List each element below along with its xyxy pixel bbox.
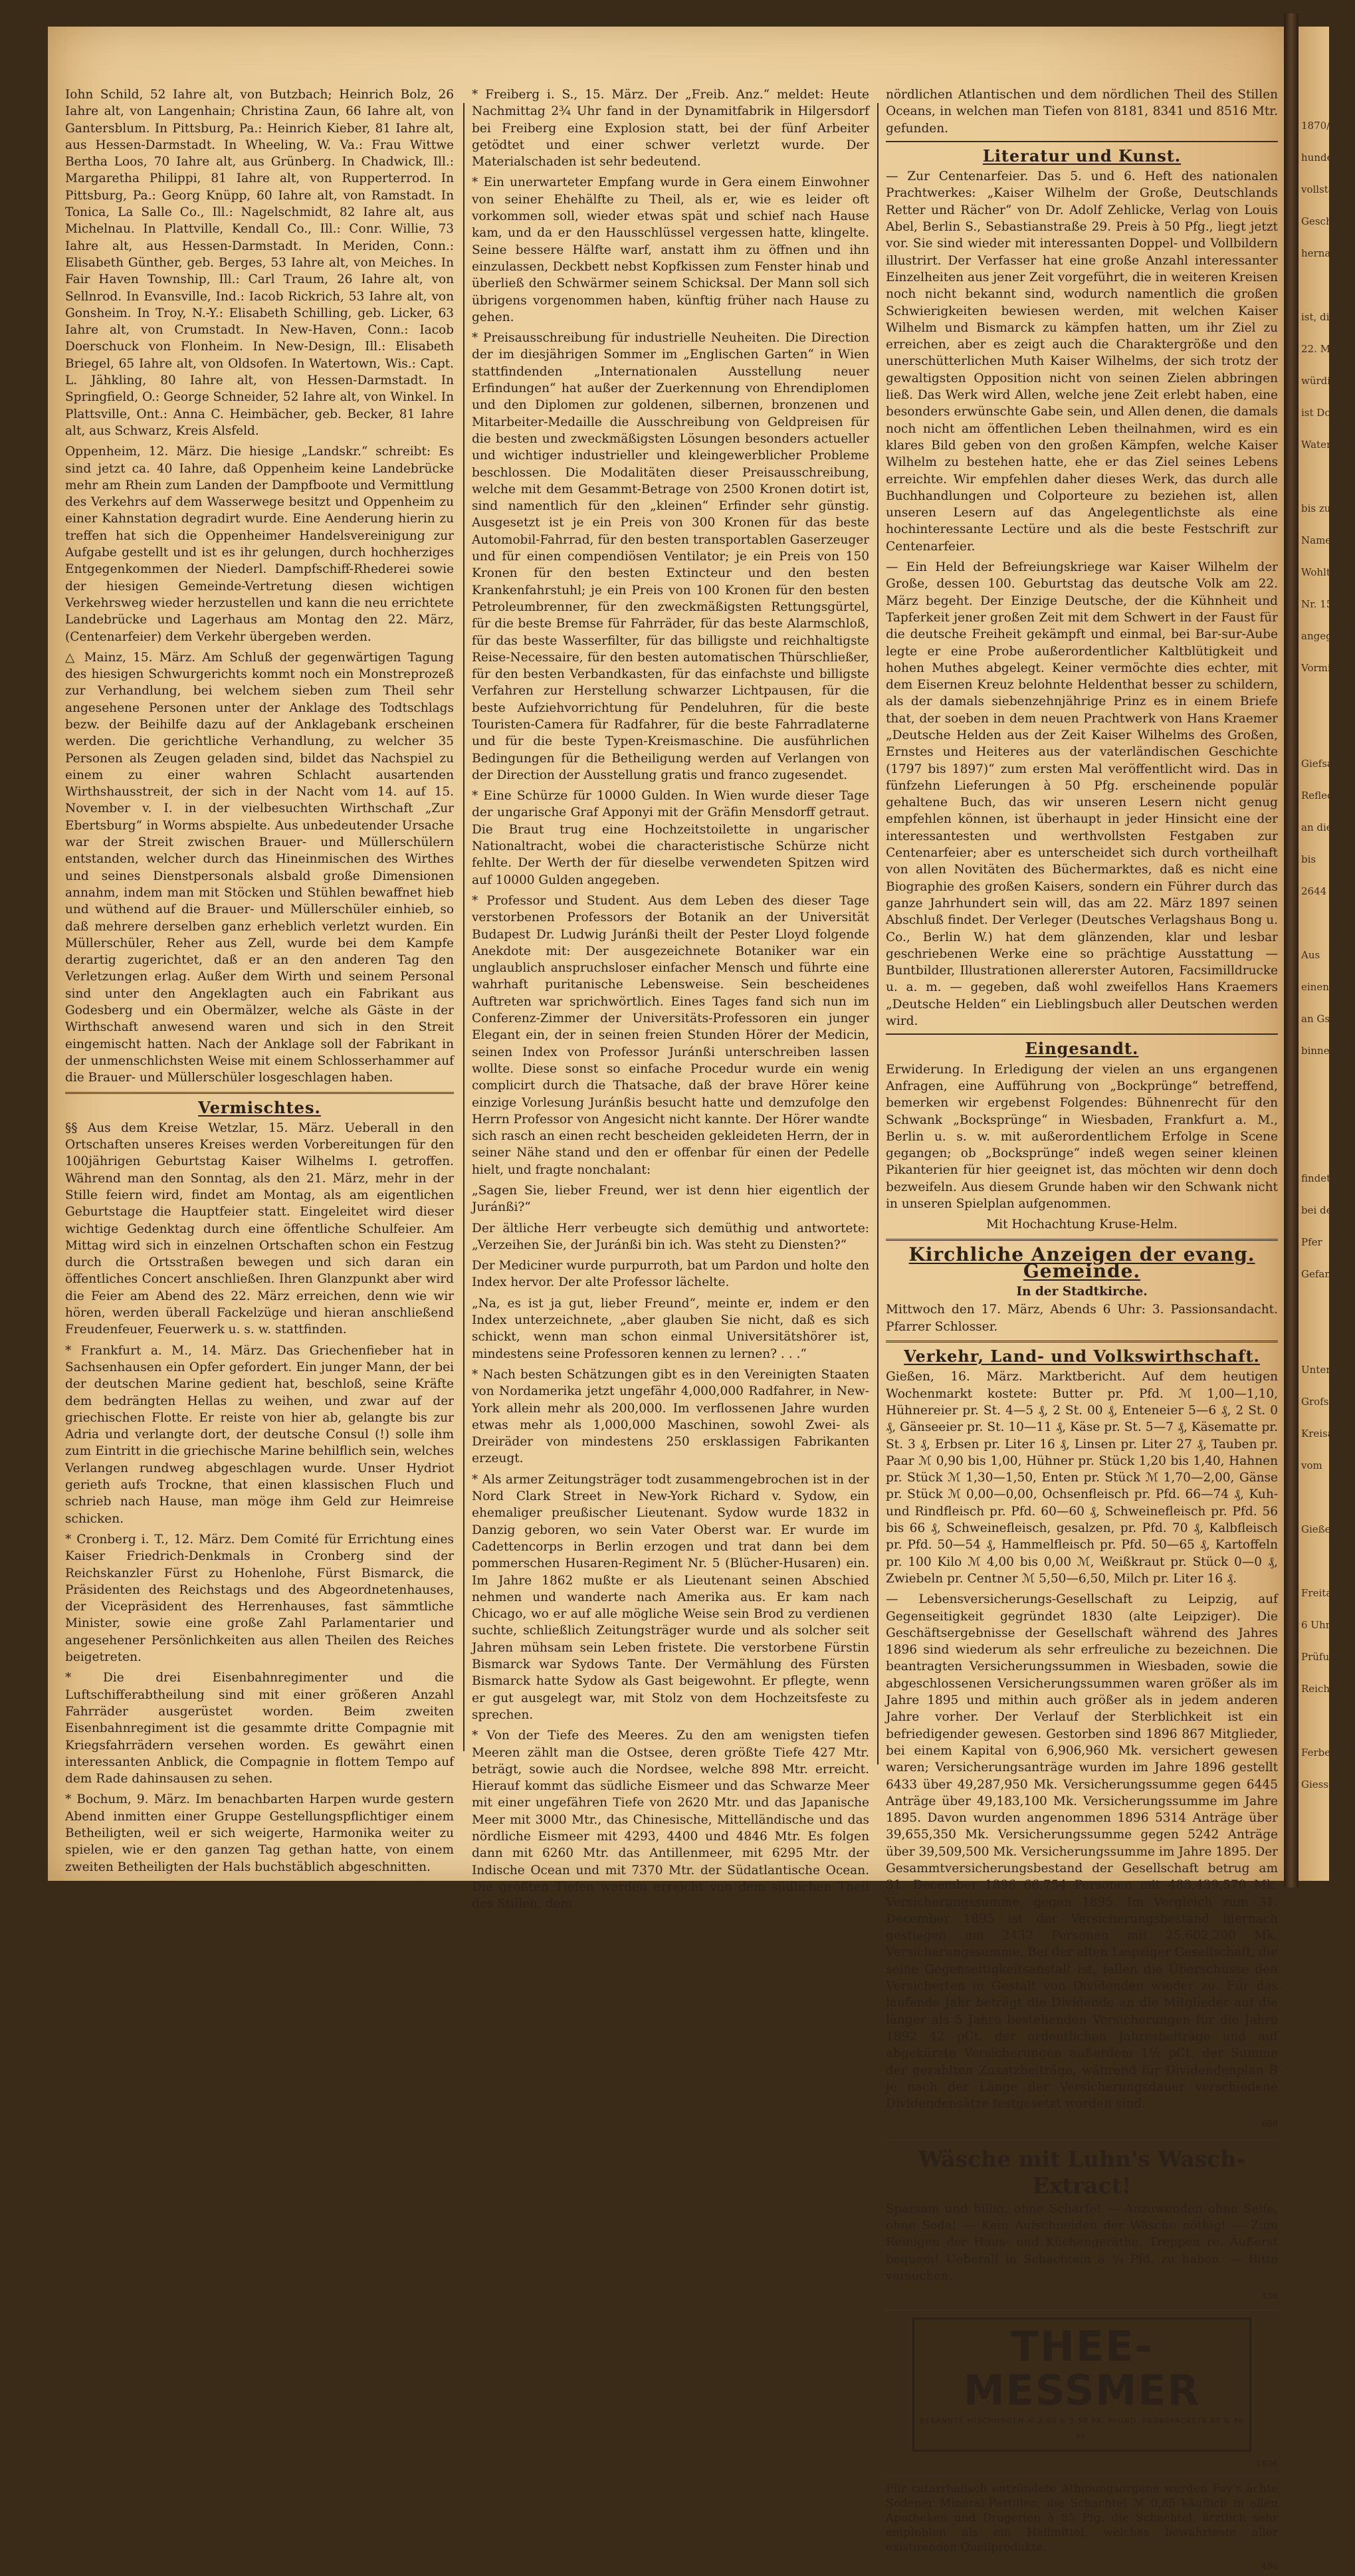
section-rule xyxy=(65,1092,454,1094)
article-preisausschreibung: * Preisausschreibung für industrielle Neuheiten. Die Direction der im diesjährigen Sommer im „Englischen Garten“ in Wien stattfindenden „Internationalen Ausstellung neuer Erfindungen“ hat außer der Zuerkennung von Ehrendiplomen und den Diplomen zur goldenen, silbernen, bronzenen und Mitarbeiter-Medaille die Ausschreibung von Geldpreisen für die besten und zweckmäßigsten Lösungen besonders actueller und wichtiger industrieller und kleingewerblicher Probleme beschlossen. Die Modalitäten dieser Preisausschreibung, welche mit dem Gesammt-Betrage von 2500 Kronen dotirt ist, sind namentlich für den „kleinen“ Erfinder sehr günstig. Ausgesetzt ist je ein Preis von 300 Kronen für das beste Automobil-Fahrrad, für den besten transportablen Gaserzeuger und für einen compendiösen Ventilator; je ein Preis von 150 Kronen für den besten Extincteur und den besten Krankenfahrstuhl; je ein Preis von 100 Kronen für den besten Petroleumbrenner, für den zweckmäßigsten Rettungsgürtel, für die beste Bremse für Fahrräder, für das beste Alarmschloß, für das beste Wasserfilter, für das billigste und reichhaltigste Reise-Necessaire, für den besten automatischen Thürschließer, für den besten Verbandkasten, für das einfachste und billigste Verfahren zur Herstellung schwarzer Lichtpausen, für die beste Aufziehvorrichtung für Pendeluhren, für die beste Touristen-Camera für Radfahrer, für die beste Fahrradlaterne und für die beste Typen-Kreismaschine. Die ausführlichen Bedingungen für die Betheiligung werden auf Verlangen von der Direction der Ausstellung gratis und franco zugesendet. xyxy=(472,331,869,782)
article-held: — Ein Held der Befreiungskriege war Kaiser Wilhelm der Große, dessen 100. Geburtstag das deutsche Volk am 22. März begeht. Der Einzige Deutsche, der die Kühnheit und Tapferkeit jener großen Zeit mit dem Schwert in der Faust für die deutsche Freiheit gekämpft und einmal, bei Bar-sur-Aube legte er eine Probe außerordentlicher Kaltblütigkeit und hohen Muthes abgelegt. Keiner vermöchte dies echter, mit dem Eisernen Kreuz belohnte Heldenthat besser zu schildern, als der damals siebenzehnjährige Prinz es in einem Briefe that, der soeben in dem neuen Prachtwerk von Hans Kraemer „Deutsche Helden aus der Zeit Kaiser Wilhelms des Großen, Ernstes und Heiteres aus der vaterländischen Geschichte (1797 bis 1897)“ zum ersten Mal veröffentlicht wird. Das in fünfzehn Lieferungen à 50 Pfg. erscheinende populär gehaltene Buch, das wir unseren Lesern nicht genug empfehlen können, ist überhaupt in jeder Hinsicht eine der interessantesten und werthvollsten Festgaben zur Centenarfeier; aber es unterscheidet sich durch vortheilhaft von allen Novitäten des Büchermarktes, daß es nicht eine Biographie des großen Kaisers, sondern ein Führer durch das ganze Jahrhundert sein will, das am 22. März 1897 seinen Abschluß findet. Der Verleger (Deutsches Verlagshaus Bong u. Co., Berlin W.) hat dem glänzenden, klar und lesbar geschriebenen Werke eine so prächtige Ausstattung — Buntbilder, Illustrationen allererster Autoren, Facsimilldrucke u. a. m. — gegeben, daß wohl zweifellos Hans Kraemers „Deutsche Helden“ ein Lieblingsbuch aller Deutschen werden wird. xyxy=(886,560,1278,1029)
article-oppenheim: Oppenheim, 12. März. Die hiesige „Landskr.“ schreibt: Es sind jetzt ca. 40 Iahre, daß Oppenheim keine Landebrücke mehr am Rhein zum Landen der Dampfboote und Vermittlung des Verkehrs auf dem Wasserwege besitzt und Oppenheim zu einer Kahnstation degradirt wurde. Eine Aenderung hierin zu treffen hat sich die Oppenheimer Handelsvereinigung zur Aufgabe gestellt und ist es ihr gelungen, durch hochherziges Entgegenkommen der Niederl. Dampfschiff-Rhederei sowie der hiesigen Gemeinde-Vertretung diesen wichtigen Verkehrsweg wieder herzustellen und kann die neu errichtete Landebrücke und Lagerhaus am Montag den 22. März, (Centenarfeier) dem Verkehr übergeben werden. xyxy=(65,445,454,644)
section-rule xyxy=(886,141,1278,142)
erwiderung-signature: Mit Hochachtung Kruse-Helm. xyxy=(986,1218,1178,1232)
dialogue-line-2: Der ältliche Herr verbeugte sich demüthig und antwortete: „Verzeihen Sie, der Juránßi bin ich. Was steht zu Diensten?“ xyxy=(472,1221,869,1252)
section-rule xyxy=(886,1341,1278,1342)
adjacent-page-text: Giessen xyxy=(1301,1778,1341,1790)
ad-thee-messmer xyxy=(912,2317,1251,2452)
ad-luhn-text: Sparsam und billig, ohne Schärfe! — Anzuwenden ohne Seife, ohne Soda! — Kein Aufschneiden der Wäsche nöthig! — Zum Reinigen der Haus- und Küchengeräthe, Treppen rc. Äußerst bequem! Ueberall in Schachteln à ¼ Pfd. zu haben. — Bitte versuchen. xyxy=(886,2201,1278,2283)
article-empfang: * Ein unerwarteter Empfang wurde in Gera einem Einwohner von seiner Ehehälfte zu Theil, als er, wie es leider oft vorkommen soll, wieder etwas spät und schief nach Hause kam, und da er den Hausschlüssel vergessen hatte, klingelte. Seine bessere Hälfte warf, anstatt ihm zu öffnen und ihn einzulassen, Deckbett nebst Kopfkissen zum Fenster hinab und überließ den Schwärmer seinem Schicksal. Der Mann soll sich übrigens vorgenommen haben, künftig früher nach Hause zu gehen. xyxy=(472,175,869,324)
column-divider-2 xyxy=(877,103,879,1765)
ad-number: 496 xyxy=(1261,2562,1278,2573)
section-rule xyxy=(886,2309,1278,2311)
adjacent-page-fragment xyxy=(1299,27,1355,1881)
adjacent-page-text: einen in G xyxy=(1301,981,1353,993)
article-radfahrer: * Nach besten Schätzungen gibt es in den Vereinigten Staaten von Nordamerika jetzt ungefähr 4,000,000 Radfahrer, in New-York allein mehr als 200,000. Im verflossenen Jahre wurden etwas mehr als 1,000,000 Maschinen, sowohl Zwei- als Dreiräder von mindestens 250 ersklassigen Fabrikanten erzeugt. xyxy=(472,1367,869,1466)
adjacent-page-text: bei der xyxy=(1301,1204,1340,1216)
book-spine xyxy=(1284,13,1299,1887)
adjacent-page-text: Reich xyxy=(1301,1683,1330,1695)
adjacent-page-text: ist, die xyxy=(1301,311,1336,323)
section-heading-eingesandt: Eingesandt. xyxy=(1025,1039,1139,1059)
column-2 xyxy=(472,86,869,1911)
adjacent-page-text: Watercow xyxy=(1301,439,1352,451)
adjacent-page-text: ist Do xyxy=(1301,407,1331,419)
adjacent-page-text: Wohlthät xyxy=(1301,566,1347,578)
article-wetzlar: §§ Aus dem Kreise Wetzlar, 15. März. Ueberall in den Ortschaften unseres Kreises werden Vorbereitungen für den 100jährigen Geburtstag Kaiser Wilhelms I. getroffen. Während man den Sonntag, als den 21. März, mehr in der Stille feiern wird, findet am Montag, als am eigentlichen Geburtstage die Hauptfeier statt. Eingeleitet wird dieser wichtige Gedenktag durch eine öffentliche Schulfeier. Am Mittag wird sich in einzelnen Ortschaften schon ein Festzug durch die Ortsstraßen bewegen und sich daran ein öffentliches Concert anschließen. Ihren Glanzpunkt aber wird die Feier am Abend des 22. März erreichen, denn wie wir hören, werden überall Fackelzüge und hieran anschließend Freudenfeuer, Feuerwerk u. s. w. stattfinden. xyxy=(65,1121,454,1337)
section-heading-literatur: Literatur und Kunst. xyxy=(982,146,1182,165)
article-marktbericht: Gießen, 16. März. Marktbericht. Auf dem heutigen Wochenmarkt kostete: Butter pr. Pfd. ℳ 1,00—1,10, Hühnereier pr. St. 4—5 ₰, 2 St. 00 ₰, Enteneier 5—6 ₰, 2 St. 0 ₰, Gänseeier pr. St. 10—11 ₰, Käse pr. St. 5—7 ₰, Käsematte pr. St. 3 ₰, Erbsen pr. Liter 16 ₰, Linsen pr. Liter 27 ₰, Tauben pr. Paar ℳ 0,90 bis 1,00, Hühner pr. Stück 1,20 bis 1,40, Hahnen pr. Stück ℳ 1,30—1,50, Enten pr. Stück ℳ 1,70—2,00, Gänse pr. Stück ℳ 0,00—0,00, Ochsenfleisch pr. Pfd. 66—74 ₰, Kuh- und Rindfleisch pr. Pfd. 60—60 ₰, Schweinefleisch pr. Pfd. 56 bis 66 ₰, Schweinefleisch, gesalzen, pr. Pfd. 70 ₰, Kalbfleisch pr. Pfd. 50—54 ₰, Hammelfleisch pr. Pfd. 50—65 ₰, Kartoffeln pr. 100 Kilo ℳ 4,00 bis 0,00 ℳ, Weißkraut pr. Stück 0—0 ₰, Zwiebeln pr. Centner ℳ 5,50—6,50, Milch pr. Liter 16 ₰. xyxy=(886,1370,1278,1586)
adjacent-page-text: Ferber'sch xyxy=(1301,1747,1355,1759)
adjacent-page-text: herna xyxy=(1301,247,1331,259)
article-tiefe-continued: nördlichen Atlantischen und dem nördlichen Theil des Stillen Oceans, in welchen man Tiefen von 8181, 8341 und 8516 Mtr. gefunden. xyxy=(886,88,1278,136)
ad-number: 668 xyxy=(1261,2119,1278,2130)
article-freiberg: * Freiberg i. S., 15. März. Der „Freib. Anz.“ meldet: Heute Nachmittag 2¾ Uhr fand in der Dynamitfabrik in Hilgersdorf bei Freiberg eine Explosion statt, bei der fünf Arbeiter getödtet und einer schwer verletzt wurde. Der Materialschaden ist sehr bedeutend. xyxy=(472,88,869,169)
adjacent-page-text: 2644 xyxy=(1301,885,1327,897)
adjacent-page-text: würdige xyxy=(1301,375,1343,387)
article-zeitungstraeger: * Als armer Zeitungsträger todt zusammengebrochen ist in der Nord Clark Street in New-York Richard v. Sydow, ein ehemaliger preußischer Lieutenant. Sydow wurde 1832 in Danzig geboren, wo sein Vater Oberst war. Er wurde im Cadettencorps in Berlin erzogen und trat dann bei dem pommerschen Husaren-Regiment Nr. 5 (Blücher-Husaren) ein. Im Jahre 1862 mußte er als Lieutenant seinen Abschied nehmen und wanderte nach Amerika aus. Er kam nach Chicago, wo er auf alle mögliche Weise sein Brod zu verdienen suchte, schließlich Zeitungsträger wurde und als solcher seit Jahren mühsam sein Leben fristete. Die verstorbene Fürstin Bismarck war Sydows Tante. Der Vermählung des Fürsten Bismarck hatte Sydow als Gast beigewohnt. Er pflegte, wenn er gut ausgelegt war, mit Stolz von dem Hochzeitsfeste zu sprechen. xyxy=(472,1472,869,1722)
article-professor: * Professor und Student. Aus dem Leben des dieser Tage verstorbenen Professors der Botanik an der Universität Budapest Dr. Ludwig Juránßi theilt der Pester Lloyd folgende Anekdote mit: Der ausgezeichnete Botaniker war ein unglaublich anspruchsloser einfacher Mensch und führte eine wahrhaft puritanische Lebensweise. Sein bescheidenes Auftreten war sprichwörtlich. Eines Tages fand sich nun im Conferenz-Zimmer der Universitäts-Professoren ein junger Elegant ein, der in seinen freien Stunden Hörer der Medicin, seinen Index von Professor Juránßi unterschreiben lassen wollte. Diese sonst so einfache Procedur wurde ein wenig complicirt durch die Thatsache, daß der brave Hörer keine einzige Vorlesung Juránßis besucht hatte und demzufolge den Herrn Professor von Angesicht nicht kannte. Der Hörer wandte sich rasch an einen recht bescheiden gekleideten Herrn, der in seiner Nähe stand und den er offenbar für einen der Pedelle hielt, und fragte nonchalant: xyxy=(472,893,869,1177)
article-mainz: △ Mainz, 15. März. Am Schluß der gegenwärtigen Tagung des hiesigen Schwurgerichts kommt noch ein Monstreprozeß zur Verhandlung, bei welchem sieben zum Theil sehr angesehene Personen unter der Anklage des Todtschlags bezw. der Beihilfe dazu auf der Anklagebank erscheinen werden. Die gerichtliche Verhandlung, zu welcher 35 Personen als Zeugen geladen sind, bildet das Nachspiel zu einem zu einer wahren Schlacht ausartenden Wirthshausstreit, der sich in der Nacht vom 14. auf 15. November v. I. in der vielbesuchten Wirthschaft „Zur Ebertsburg“ in Worms abspielte. Aus unbedeutender Ursache war der Streit zwischen Brauer- und Müllerschülern entstanden, welcher durch das Hineinmischen des Wirthes und seines Dienstpersonals alsbald große Dimensionen annahm, indem man mit Stöcken und Stühlen bewaffnet hieb und wüthend auf die Brauer- und Müllerschüler einhieb, so daß mehrere derselben ganz erheblich verletzt wurden. Ein Müllerschüler, Reher aus Zell, wurde bei dem Kampfe derartig zugerichtet, daß er an den anderen Tag den Verletzungen erlag. Außer dem Wirth und seinem Personal sind unter den Angeklagten auch ein Fabrikant aus Godesberg und ein Obermälzer, welche als Gäste in der Wirthschaft anwesend waren und sich in den Streit eingemischt hatten. Nach der Anklage soll der Fabrikant in der unmenschlichsten Weise mit einem Schlosserhammer auf die Brauer- und Müllerschüler losgeschlagen haben. xyxy=(65,650,454,1085)
article-bochum: * Bochum, 9. März. Im benachbarten Harpen wurde gestern Abend inmitten einer Gruppe Gestellungspflichtiger einem Betheiligten, weil er sich weigerte, Harmonika weiter zu spielen, wie er den ganzen Tag gethan hatte, von einem zweiten Betheiligten der Hals buchstäblich abgeschnitten. xyxy=(65,1792,454,1874)
adjacent-page-text: 6 Uhr, xyxy=(1301,1619,1332,1631)
article-eisenbahn: * Die drei Eisenbahnregimenter und die Luftschifferabtheilung sind mit einer größeren Anzahl Fahrräder ausgerüstet worden. Beim zweiten Eisenbahnregiment ist die gesammte dritte Compagnie mit Kriegsfahrrädern versehen worden. Es gewährt einen interessanten Anblick, die Compagnie in flottem Tempo auf dem Rade dahinsausen zu sehen. xyxy=(65,1671,454,1786)
adjacent-page-text: bis xyxy=(1301,853,1316,865)
adjacent-page-text: Namen L xyxy=(1301,534,1348,546)
adjacent-page-text: an Gsthe xyxy=(1301,1013,1346,1025)
kirchliche-subheading: In der Stadtkirche. xyxy=(1016,1285,1148,1299)
adjacent-page-text: vollsta xyxy=(1301,183,1334,195)
section-rule xyxy=(886,2476,1278,2478)
section-heading-kirchliche: Kirchliche Anzeigen der evang. Gemeinde. xyxy=(908,1243,1255,1282)
adjacent-page-text: 1870/1 xyxy=(1301,120,1336,132)
section-heading-verkehr: Verkehr, Land- und Volkswirthschaft. xyxy=(904,1346,1260,1366)
article-frankfurt: * Frankfurt a. M., 14. März. Das Griechenfieber hat in Sachsenhausen ein Opfer gefordert. Ein junger Mann, der bei der deutschen Marine gedient hat, beschloß, seine Kräfte dem bedrängten Hellas zu weihen, und zwar auf der griechischen Flotte. Er reiste von hier ab, gelangte bis zur Adria und verlangte dort, der deutsche Consul (!) solle ihm zum Eintritt in die griechische Marine behilflich sein, welches Verlangen rundweg abgeschlagen wurde. Unser Hydriot gerieth aufs Trockne, that einen klassischen Fluch und schrieb nach Hause, man möge ihm Geld zur Heimreise schicken. xyxy=(65,1343,454,1526)
adjacent-page-text: binnen 14 xyxy=(1301,1045,1352,1057)
thee-messmer-subline: BEKANNTE MISCHUNGEN Ⓜ 2.80 & 3.50 PR. PFUND. PROBEPACKETE 60 & 80 PF. xyxy=(919,2416,1245,2442)
article-erwiderung: Erwiderung. In Erledigung der vielen an uns ergangenen Anfragen, eine Aufführung von „Bockprünge“ betreffend, bemerken wir ergebenst Folgendes: Bühnenrecht für den Schwank „Bocksprünge“ in Wiesbaden, Frankfurt a. M., Berlin u. s. w. mit außerordentlichem Erfolge in Scene gegangen; ob „Bocksprünge“ indeß wegen seiner kleinen Pikanterien für hier geeignet ist, das möchten wir denn doch bezweifeln. Aus diesem Grunde haben wir den Schwank nicht in unseren Spielplan aufgenommen. xyxy=(886,1062,1278,1211)
adjacent-page-text: Unter b xyxy=(1301,1364,1340,1376)
section-rule xyxy=(886,1033,1278,1035)
adjacent-page-text: Freitag xyxy=(1301,1587,1338,1599)
adjacent-page-text: Grofsh. xyxy=(1301,1396,1338,1408)
adjacent-page-text: Giefsa xyxy=(1301,758,1333,770)
thee-messmer-brand: THEE-MESSMER xyxy=(963,2321,1201,2415)
ad-number: 1836 xyxy=(1255,2459,1278,2470)
adjacent-page-text: Prüfung xyxy=(1301,1651,1342,1663)
article-centenarfeier: — Zur Centenarfeier. Das 5. und 6. Heft des nationalen Prachtwerkes: „Kaiser Wilhelm der Große, Deutschlands Retter und Rächer“ von Dr. Adolf Zehlicke, Verlag von Louis Abel, Berlin S., Sebastianstraße 29. Preis à 50 Pfg., liegt jetzt vor. Sie sind wieder mit interessanten Doppel- und Vollbildern illustrirt. Der Verfasser hat eine große Anzahl interessanter Einzelheiten aus jener Zeit vorgeführt, die in weiteren Kreisen noch nicht bekannt sind, wodurch namentlich die großen Schwierigkeiten bewiesen werden, mit welchen Kaiser Wilhelm und Bismarck zu kämpfen hatten, um ihr Ziel zu erreichen, aber es zeigt auch die Charaktergröße und den unerschütterlichen Muth Kaiser Wilhelms, der sich trotz der gewaltigsten Opposition nicht von seinen Zielen abbringen ließ. Das Werk wird Allen, welche jene Zeit erlebt haben, eine besonders erwünschte Gabe sein, und Allen denen, die damals noch nicht am öffentlichen Leben theilnahmen, wird es ein klares Bild geben von den großen Kämpfen, welche Kaiser Wilhelm zu bestehen hatte, ehe er das Ziel seines Lebens erreichte. Wir empfehlen daher dieses Werk, das durch alle Buchhandlungen und Colporteure zu beziehen ist, allen unseren Lesern auf das Angelegentlichste als eine hochinteressante Lectüre und als die beste Festschrift zur Centenarfeier. xyxy=(886,169,1278,554)
column-divider-1 xyxy=(463,103,465,1751)
adjacent-page-text: Pfer xyxy=(1301,1236,1322,1248)
dialogue-line-4: „Na, es ist ja gut, lieber Freund“, meinte er, indem er den Index unterzeichnete, „aber glauben Sie nicht, daß es sich schickt, wenn man schon einmal Universitätshörer ist, mindestens seine Professoren kennen zu lernen? . . .“ xyxy=(472,1296,869,1361)
adjacent-page-text: an die xyxy=(1301,821,1332,833)
article-cronberg: * Cronberg i. T., 12. März. Dem Comité für Errichtung eines Kaiser Friedrich-Denkmals in Cronberg sind der Reichskanzler Fürst zu Hohenlohe, Fürst Bismarck, die Präsidenten des Reichstags und des Abgeordnetenhauses, der Vicepräsident des Herrenhauses, fast sämmtliche Minister, sowie eine große Zahl Parlamentarier und angesehener Persönlichkeiten aus allen Theilen des Reiches beigetreten. xyxy=(65,1532,454,1665)
adjacent-page-text: Kreisa xyxy=(1301,1428,1334,1440)
adjacent-page-text: Reflecti xyxy=(1301,790,1340,802)
article-tiefe-des-meeres: * Von der Tiefe des Meeres. Zu den am wenigsten tiefen Meeren zählt man die Ostsee, deren größte Tiefe 427 Mtr. beträgt, sowie auch die Nordsee, welche 898 Mtr. erreicht. Hierauf kommt das südliche Eismeer und das Schwarze Meer mit einer ungefähren Tiefe von 2620 Mtr. und das Japanische Meer mit 3000 Mtr., das Chinesische, Mittelländische und das nördliche Eismeer mit 4293, 4400 und 4846 Mtr. Es folgen dann mit 6260 Mtr. das Antillenmeer, mit 6295 Mtr. der Indische Ocean und mit 7370 Mtr. der Südatlantische Ocean. Die größten Tiefen werden erreicht von dem südlichen Theil des Stillen, dem xyxy=(472,1729,869,1911)
article-lebensversicherung: — Lebensversicherungs-Gesellschaft zu Leipzig, auf Gegenseitigkeit gegründet 1830 (alte Leipziger). Die Geschäftsergebnisse der Gesellschaft während des Jahres 1896 sind wiederum als sehr erfreuliche zu bezeichnen. Die beantragten Versicherungssummen in Wiesbaden, sowie die abgeschlossenen Versicherungssummen waren größer als im Jahre 1895 und mithin auch größer als in jedem anderen Jahre vorher. Der Verlauf der Sterblichkeit ist ein befriedigender gewesen. Gestorben sind 1896 867 Mitglieder, bei einem Kapital von 6,906,960 Mk. versichert gewesen waren; Versicherungsanträge wurden im Jahre 1896 gestellt 6433 über 49,287,950 Mk. Versicherungssumme gegen 6445 Anträge über 49,183,100 Mk. Versicherungssumme im Jahre 1895. Davon wurden angenommen 1896 5314 Anträge über 39,655,350 Mk. Versicherungssumme gegen 5242 Anträge über 39,509,500 Mk. Versicherungssumme im Jahre 1895. Der Gesammtversicherungsbestand der Gesellschaft betrug am 31. December 1896 66,754 Personen mit 483,439,570 Mk. Versicherungssumme, gegen 1895. Im Vergleich zum 31. December 1895 ist der Versicherungsbestand hiernach gestiegen um 2432 Personen mit 25,602,200 Mk. Versicherungssumme. Bei der alten Leipziger Gesellschaft, die seine Gegenseitigkeitsanstalt ist, fallen die Überschüsse den Versicherten in Gestalt von Dividenden wieder zu. Für das laufende Jahr beträgt die Dividende an die Mitglieder auf die länger als 5 Jahre bestehenden Versicherungen für die Jahre 1892 42 pCt. der ordentlichen Jahresbeiträge und auf abgekürzte Versicherungen außerdem 1½ pCt. der Summe der gezahlten Zusatzbeiträge, während für Dividendenplan B je nach der Länge der Versicherungsdauer verschiedene Dividendensätze festgesetzt worden sind. xyxy=(886,1592,1279,2111)
adjacent-page-text: Gesch xyxy=(1301,215,1332,227)
column-1 xyxy=(65,86,454,1874)
kirchliche-text: Mittwoch den 17. März, Abends 6 Uhr: 3. Passionsandacht. Pfarrer Schlosser. xyxy=(886,1303,1278,1334)
dialogue-line-1: „Sagen Sie, lieber Freund, wer ist denn hier eigentlich der Juránßi?“ xyxy=(472,1184,869,1215)
article-schuerze: * Eine Schürze für 10000 Gulden. In Wien wurde dieser Tage der ungarische Graf Apponyi mit der Gräfin Mensdorff getraut. Die Braut trug eine Hochzeitstoilette in ungarischer Nationaltracht, wobei die characteristische Schürze nicht fehlte. Der Werth der für dieselbe verwendeten Spitzen wird auf 10000 Gulden angegeben. xyxy=(472,789,869,887)
section-heading-misc: Vermischtes. xyxy=(198,1097,321,1117)
adjacent-page-text: Vormitta xyxy=(1301,662,1345,674)
ad-number: 436 xyxy=(1261,2292,1278,2302)
column-3 xyxy=(886,86,1279,2573)
ad-luhn-title: Wäsche mit Luhn's Wasch-Extract! xyxy=(918,2145,1246,2199)
section-rule xyxy=(886,1239,1278,1241)
adjacent-page-text: Aus xyxy=(1301,949,1320,961)
dialogue-line-3: Der Mediciner wurde purpurroth, bat um Pardon und holte den Index hervor. Der alte Professor lächelte. xyxy=(472,1259,869,1290)
section-rule xyxy=(886,2139,1278,2141)
adjacent-page-text: vom xyxy=(1301,1459,1322,1471)
adjacent-page-text: Nr. 15 be xyxy=(1301,598,1348,610)
adjacent-page-text: hundert xyxy=(1301,152,1342,163)
ad-fay-pastillen: Für catarrhalisch entzündete Athmungsorgane werden Fay's ächte Sodener Mineral-Pastillen, die Schachtel ℳ 0,85 käuflich in allen Apotheken und Drogerien à 85 Pfg. die Schachtel, ärztlich sehr empfohlen als ein Heilmittel, welches bewährteste aller existirenden Quellprodukte. xyxy=(886,2482,1278,2555)
adjacent-page-text: 22. M xyxy=(1301,343,1330,355)
adjacent-page-text: findet zu xyxy=(1301,1172,1346,1184)
adjacent-page-text: bis zur xyxy=(1301,502,1336,514)
adjacent-page-text: Gieße xyxy=(1301,1523,1331,1535)
adjacent-page-text: Gefang xyxy=(1301,1268,1338,1280)
adjacent-page-text: angegebe xyxy=(1301,630,1351,642)
death-notices: Iohn Schild, 52 Iahre alt, von Butzbach; Heinrich Bolz, 26 Iahre alt, von Langenhain; Christina Zaun, 66 Iahre alt, von Gantersblum. In Pittsburg, Pa.: Heinrich Kieber, 81 Iahre alt, aus Hessen-Darmstadt. In Wheeling, W. Va.: Frau Wittwe Bertha Loos, 70 Iahre alt, aus Grünberg. In Chadwick, Ill.: Margaretha Philippi, 81 Iahre alt, von Rupperterrod. In Pittsburg, Pa.: Georg Knüpp, 60 Iahre alt, von Ramstadt. In Tonica, La Salle Co., Ill.: Nagelschmidt, 82 Iahre alt, aus Michelnau. In Plattville, Kendall Co., Ill.: Conr. Willie, 73 Iahre alt, aus Hessen-Darmstadt. In Meriden, Conn.: Elisabeth Günther, geb. Berges, 53 Iahre alt, von Meiches. In Fair Haven Township, Ill.: Carl Traum, 26 Iahre alt, von Sellnrod. In Evansville, Ind.: Iacob Rickrich, 53 Iahre alt, von Gonsheim. In Troy, N.-Y.: Elisabeth Schilling, geb. Licker, 63 Iahre alt, von Crumstadt. In New-Haven, Conn.: Iacob Doerschuck von Flonheim. In New-Design, Ill.: Elisabeth Briegel, 65 Iahre alt, von Oldsofen. In Watertown, Wis.: Capt. L. Jähkling, 80 Iahre alt, von Hessen-Darmstadt. In Springfield, O.: George Schneider, 52 Iahre alt, von Winkel. In Plattsville, Ont.: Anna C. Heimbächer, geb. Becker, 81 Iahre alt, aus Schwarz, Kreis Alsfeld. xyxy=(65,88,454,438)
